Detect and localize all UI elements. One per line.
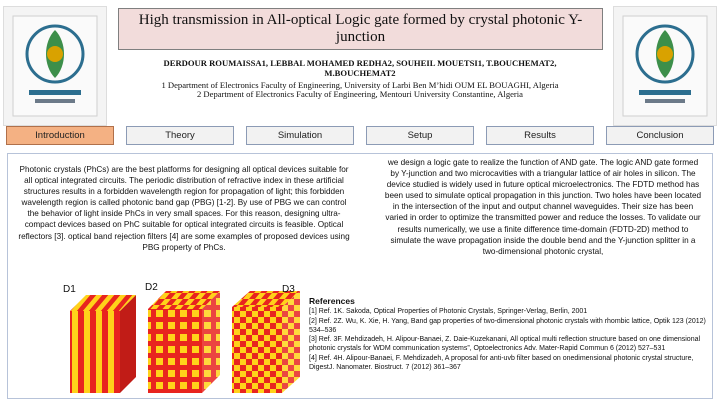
cube-d3 <box>232 291 300 393</box>
introduction-text: Photonic crystals (PhCs) are the best platforms for designing all optical devices suitable for all optical integrated circuits. The periodic distribution of refractive index in these artificial structures results in a forbidden wavelength region for propagation of light; this forbidden wavelength region is called photonic band gap (PBG) [1-2]. By use of PBG we can control the behavior of light inside PhCs in very small spaces. For this reason, designing ultra-compact devices based on PhC suitable for optical integrated circuits is feasible. Optical reflectors [3]. optical band rejection filters [4] are some examples of proposed devices using PBG property of PhCs. <box>18 165 350 252</box>
tab-theory[interactable] <box>126 126 234 145</box>
tab-conclusion[interactable] <box>606 126 714 145</box>
cube-d1 <box>70 295 136 393</box>
emblem-icon <box>7 10 103 122</box>
tab-label: Introduction <box>35 130 85 141</box>
reference-item: [2] Ref. 2Z. Wu, K. Xie, H. Yang, Band gap properties of two-dimensional photonic crystals with rhombic lattice, Optik 123 (2012) 534–536 <box>309 317 706 334</box>
photonic-crystal-figure <box>60 281 310 399</box>
tab-introduction[interactable] <box>6 126 114 145</box>
tab-label: Setup <box>407 130 433 141</box>
cube-drawing <box>60 281 310 399</box>
authors-line: DERDOUR ROUMAISSA1, LEBBAL MOHAMED REDHA2, SOUHEIL MOUETSI1, T.BOUCHEMAT2, M.BOUCHEMAT2 <box>163 58 557 78</box>
tab-setup[interactable] <box>366 126 474 145</box>
tab-label: Conclusion <box>636 130 684 141</box>
reference-item: [3] Ref. 3F. Mehdizadeh, H. Alipour-Banaei, Z. Daie-Kuzekanani, All optical multi reflection structure based on one dimensional photonic crystals for WDM communication systems”, Optoelectronics Adv. Mater-Rapid Commun 6 (2012) 527–531 <box>309 336 701 353</box>
affiliation-1: 1 Department of Electronics Faculty of Engineering, University of Larbi Ben M’hidi OUM EL BOUAGHI, Algeria <box>161 80 559 90</box>
tab-results[interactable] <box>486 126 594 145</box>
university-logo-left <box>3 6 107 126</box>
references-section <box>309 297 713 372</box>
university-logo-right <box>613 6 717 126</box>
reference-item: [4] Ref. 4H. Alipour-Banaei, F. Mehdizadeh, A proposal for anti-uvb filter based on onedimensional photonic crystal structure, DigestJ. Nanomater. Biostruct. 7 (2012) 361–367 <box>309 354 694 372</box>
affiliation-2: 2 Department of Electronics Faculty of Engineering, Mentouri University Constantine, Algeria <box>196 89 523 99</box>
method-text: we design a logic gate to realize the function of AND gate. The logic AND gate formed by Y-junction and two microcavities with a triangular lattice of air holes in silicon. The device studied is widely used in future optical microelectronics. The FDTD method has been used to simulate optical propagation in this junction. Two holes have been located in the intersection of the input and output channel waveguides. Their size has been varied in order to optimize the transmitted power and reduce the losses. To validate our results numerically, we use a finite difference time-domain (FDTD-2D) method to simulate the wave propagation inside the double bend and the Y-junction splitter in a two-dimensional photonic crystal, <box>384 158 702 256</box>
figure-label-d2: D2 <box>145 282 158 293</box>
page-title-box <box>118 8 603 50</box>
reference-item: [1] Ref. 1K. Sakoda, Optical Properties of Photonic Crystals, Springer-Verlag, Berlin, 2001 <box>309 308 588 316</box>
affiliations <box>120 81 600 99</box>
section-nav <box>0 126 720 146</box>
emblem-icon <box>617 10 713 122</box>
cube-d2 <box>148 291 220 393</box>
figure-label-d1: D1 <box>63 284 76 295</box>
figure-label-d3: D3 <box>282 284 295 295</box>
page-title: High transmission in All-optical Logic gate formed by crystal photonic Y-junction <box>138 12 583 45</box>
tab-label: Results <box>524 130 556 141</box>
tab-simulation[interactable] <box>246 126 354 145</box>
tab-label: Theory <box>165 130 195 141</box>
references-title: References <box>309 296 355 306</box>
tab-label: Simulation <box>277 130 323 141</box>
